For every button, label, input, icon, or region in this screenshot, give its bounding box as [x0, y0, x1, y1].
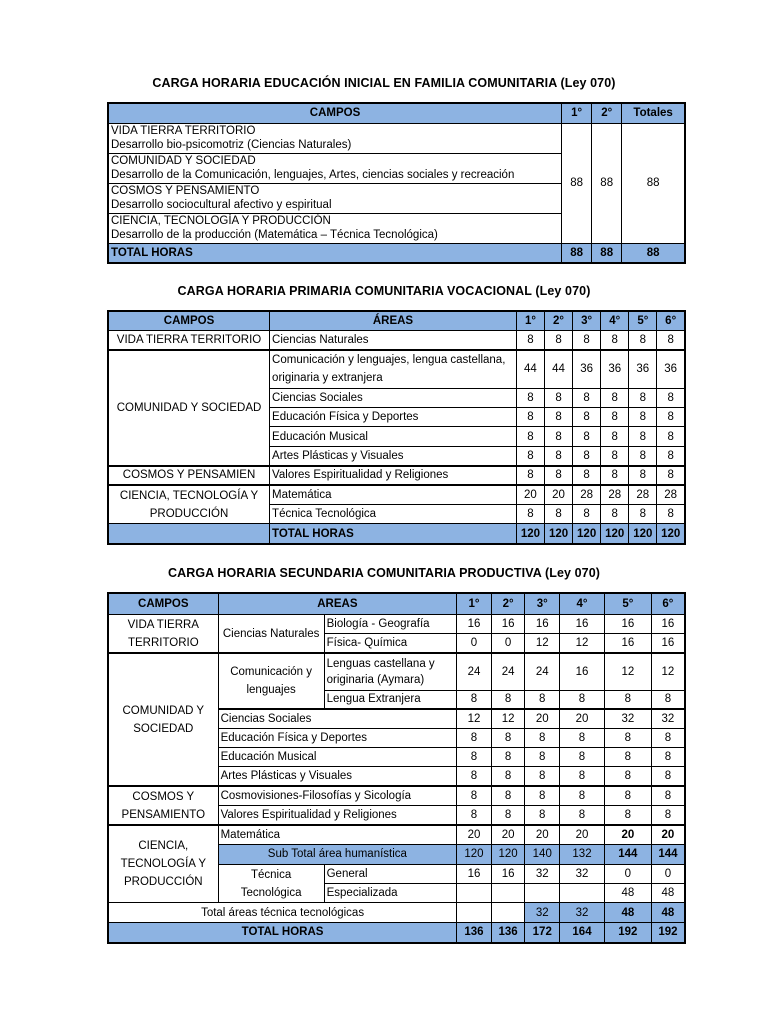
table-header-row — [108, 103, 685, 123]
header-grado: 2° — [491, 593, 525, 614]
value-cell: 20 — [544, 485, 572, 504]
value-cell: 16 — [491, 864, 525, 883]
header-campos: CAMPOS — [108, 311, 270, 330]
merged-value-total: 88 — [622, 123, 685, 243]
header-grado: 6° — [651, 593, 685, 614]
campo-cell — [108, 183, 562, 213]
value-cell: 8 — [544, 408, 572, 427]
value-cell: 8 — [601, 427, 629, 446]
header-campos: CAMPOS — [108, 593, 218, 614]
value-cell: 16 — [560, 614, 605, 633]
area-cell: Matemática — [218, 825, 457, 844]
value-cell: 28 — [629, 485, 657, 504]
value-cell: 8 — [601, 330, 629, 349]
value-cell: 48 — [651, 884, 685, 903]
value-cell: 16 — [457, 614, 492, 633]
value-cell: 48 — [604, 884, 651, 903]
campo-cell: COSMOS Y PENSAMIEN — [108, 466, 270, 485]
value-cell: 8 — [573, 330, 601, 349]
value-cell: 12 — [525, 634, 560, 653]
value-cell: 24 — [525, 653, 560, 690]
value-cell: 8 — [604, 690, 651, 708]
value-cell: 8 — [629, 504, 657, 523]
campo-desc: Desarrollo de la Comunicación, lenguajes, Artes, ciencias sociales y recreación — [111, 169, 515, 181]
value-cell: 8 — [657, 446, 685, 465]
campo-name: COMUNIDAD Y SOCIEDAD — [111, 155, 256, 167]
value-cell: 8 — [657, 330, 685, 349]
value-cell: 32 — [604, 709, 651, 728]
header-areas: ÁREAS — [270, 311, 517, 330]
campo-desc: Desarrollo de la producción (Matemática – Técnica Tecnológica) — [111, 229, 438, 241]
value-cell: 44 — [544, 350, 572, 389]
subtotal-value: 140 — [525, 845, 560, 864]
header-grado: 4° — [601, 311, 629, 330]
value-cell: 8 — [544, 446, 572, 465]
header-grado: 3° — [573, 311, 601, 330]
header-grado: 5° — [629, 311, 657, 330]
value-cell: 8 — [629, 330, 657, 349]
value-cell: 12 — [560, 634, 605, 653]
total-spacer — [108, 524, 270, 544]
value-cell: 8 — [651, 806, 685, 825]
value-cell: 8 — [525, 786, 560, 805]
value-cell: 8 — [651, 767, 685, 786]
value-cell: 12 — [457, 709, 492, 728]
table-row — [108, 903, 685, 922]
table-row — [108, 825, 685, 844]
value-cell: 8 — [560, 806, 605, 825]
value-cell — [560, 884, 605, 903]
campo-cell: CIENCIA, TECNOLOGÍA Y PRODUCCIÓN — [108, 825, 218, 903]
value-cell: 8 — [604, 806, 651, 825]
merged-value-1: 88 — [562, 123, 592, 243]
campo-name: CIENCIA, TECNOLOGÍA Y PRODUCCIÓN — [111, 215, 331, 227]
value-cell: 8 — [457, 786, 492, 805]
value-cell: 20 — [491, 825, 525, 844]
value-cell: 8 — [629, 427, 657, 446]
total-value-1: 88 — [562, 243, 592, 263]
value-cell: 16 — [604, 634, 651, 653]
header-totales: Totales — [622, 103, 685, 123]
value-cell: 8 — [573, 504, 601, 523]
header-grado: 1° — [516, 311, 544, 330]
header-campos: CAMPOS — [108, 103, 562, 123]
value-cell: 8 — [525, 728, 560, 747]
area-cell: Matemática — [270, 485, 517, 504]
value-cell: 44 — [516, 350, 544, 389]
value-cell: 8 — [560, 767, 605, 786]
value-cell: 8 — [601, 466, 629, 485]
area-cell: Especializada — [324, 884, 457, 903]
area-cell: Biología - Geografía — [324, 614, 457, 633]
subtotal-value: 120 — [491, 845, 525, 864]
total-label: TOTAL HORAS — [108, 922, 457, 943]
value-cell: 8 — [560, 747, 605, 766]
campo-cell — [108, 153, 562, 183]
value-cell: 8 — [491, 747, 525, 766]
total-value-2: 88 — [592, 243, 622, 263]
value-cell: 8 — [657, 388, 685, 407]
value-cell: 8 — [491, 806, 525, 825]
value-cell: 12 — [491, 709, 525, 728]
total-value: 172 — [525, 922, 560, 943]
value-cell: 8 — [651, 728, 685, 747]
area-cell: Ciencias Sociales — [270, 388, 517, 407]
total-value: 120 — [601, 524, 629, 544]
value-cell: 20 — [525, 825, 560, 844]
total-value: 120 — [657, 524, 685, 544]
campo-cell: VIDA TIERRA TERRITORIO — [108, 330, 270, 349]
value-cell: 36 — [657, 350, 685, 389]
area-cell: Lengua Extranjera — [324, 690, 457, 708]
value-cell: 8 — [629, 388, 657, 407]
table-row — [108, 330, 685, 349]
value-cell: 16 — [651, 614, 685, 633]
table-row — [108, 485, 685, 504]
table-row — [108, 614, 685, 633]
value-cell: 8 — [604, 786, 651, 805]
value-cell: 8 — [604, 747, 651, 766]
value-cell: 8 — [457, 767, 492, 786]
total-value-total: 88 — [622, 243, 685, 263]
value-cell: 8 — [525, 806, 560, 825]
value-cell: 8 — [457, 690, 492, 708]
merged-value-2: 88 — [592, 123, 622, 243]
value-cell — [491, 884, 525, 903]
total-value: 120 — [516, 524, 544, 544]
total-value: 136 — [491, 922, 525, 943]
value-cell: 16 — [457, 864, 492, 883]
subtotal-value: 144 — [604, 845, 651, 864]
value-cell: 8 — [516, 408, 544, 427]
value-cell: 8 — [544, 330, 572, 349]
value-cell: 8 — [601, 446, 629, 465]
value-cell: 8 — [516, 466, 544, 485]
value-cell: 8 — [651, 786, 685, 805]
value-cell: 8 — [573, 427, 601, 446]
area-cell: Comunicación y lenguajes, lengua castellana, originaria y extranjera — [270, 350, 517, 389]
value-cell: 0 — [457, 634, 492, 653]
group-cell: Ciencias Naturales — [218, 614, 324, 653]
campo-cell: VIDA TIERRA TERRITORIO — [108, 614, 218, 653]
total-value: 120 — [573, 524, 601, 544]
value-cell: 8 — [657, 466, 685, 485]
total-value: 136 — [457, 922, 492, 943]
value-cell: 32 — [651, 709, 685, 728]
value-cell: 8 — [516, 446, 544, 465]
value-cell: 8 — [544, 427, 572, 446]
value-cell — [525, 884, 560, 903]
value-cell: 20 — [604, 825, 651, 844]
campo-name: COSMOS Y PENSAMIENTO — [111, 185, 260, 197]
area-cell: Educación Musical — [218, 747, 457, 766]
value-cell: 8 — [604, 728, 651, 747]
total-label: TOTAL HORAS — [108, 243, 562, 263]
subtotal-value: 120 — [457, 845, 492, 864]
value-cell: 8 — [525, 690, 560, 708]
value-cell: 48 — [604, 903, 651, 922]
value-cell: 16 — [525, 614, 560, 633]
header-grado: 5° — [604, 593, 651, 614]
value-cell: 24 — [457, 653, 492, 690]
area-cell: Ciencias Naturales — [270, 330, 517, 349]
area-cell: Educación Musical — [270, 427, 517, 446]
area-cell: Artes Plásticas y Visuales — [218, 767, 457, 786]
value-cell: 32 — [560, 903, 605, 922]
header-areas: AREAS — [218, 593, 457, 614]
header-grado-2: 2° — [592, 103, 622, 123]
value-cell: 36 — [629, 350, 657, 389]
header-grado: 4° — [560, 593, 605, 614]
value-cell: 8 — [601, 504, 629, 523]
campo-cell: COSMOS Y PENSAMIENTO — [108, 786, 218, 825]
value-cell: 8 — [544, 504, 572, 523]
value-cell: 8 — [516, 427, 544, 446]
value-cell: 20 — [560, 825, 605, 844]
value-cell: 20 — [457, 825, 492, 844]
header-grado-1: 1° — [562, 103, 592, 123]
value-cell: 8 — [601, 408, 629, 427]
value-cell: 20 — [560, 709, 605, 728]
value-cell: 20 — [651, 825, 685, 844]
value-cell: 8 — [601, 388, 629, 407]
value-cell: 8 — [604, 767, 651, 786]
total-value: 192 — [604, 922, 651, 943]
table2-title: CARGA HORARIA PRIMARIA COMUNITARIA VOCACIONAL (Ley 070) — [177, 284, 591, 298]
header-grado: 6° — [657, 311, 685, 330]
value-cell: 32 — [525, 864, 560, 883]
total-value: 192 — [651, 922, 685, 943]
value-cell — [457, 884, 492, 903]
table1-title: CARGA HORARIA EDUCACIÓN INICIAL EN FAMILIA COMUNITARIA (Ley 070) — [152, 76, 616, 90]
value-cell: 8 — [525, 767, 560, 786]
area-cell: Cosmovisiones-Filosofías y Sicología — [218, 786, 457, 805]
value-cell: 28 — [657, 485, 685, 504]
value-cell: 8 — [525, 747, 560, 766]
area-cell: Educación Física y Deportes — [218, 728, 457, 747]
value-cell: 48 — [651, 903, 685, 922]
campo-desc: Desarrollo sociocultural afectivo y espiritual — [111, 199, 332, 211]
group-cell: Técnica Tecnológica — [218, 864, 324, 903]
table-header-row — [108, 311, 685, 330]
value-cell: 8 — [573, 446, 601, 465]
area-cell: Valores Espiritualidad y Religiones — [218, 806, 457, 825]
value-cell: 8 — [516, 330, 544, 349]
total-row — [108, 922, 685, 943]
campo-cell — [108, 123, 562, 153]
value-cell: 0 — [651, 864, 685, 883]
area-cell: Educación Física y Deportes — [270, 408, 517, 427]
value-cell: 12 — [651, 653, 685, 690]
campo-cell: COMUNIDAD Y SOCIEDAD — [108, 653, 218, 786]
table-row — [108, 350, 685, 389]
area-cell: Artes Plásticas y Visuales — [270, 446, 517, 465]
value-cell: 28 — [573, 485, 601, 504]
area-cell: Ciencias Sociales — [218, 709, 457, 728]
value-cell — [491, 903, 525, 922]
subtotal-value: 144 — [651, 845, 685, 864]
value-cell: 36 — [601, 350, 629, 389]
value-cell: 36 — [573, 350, 601, 389]
total-label: TOTAL HORAS — [270, 524, 517, 544]
value-cell: 8 — [573, 408, 601, 427]
area-cell: General — [324, 864, 457, 883]
area-cell: Lenguas castellana y originaria (Aymara) — [324, 653, 457, 690]
value-cell: 8 — [657, 504, 685, 523]
value-cell: 8 — [657, 408, 685, 427]
area-cell: Técnica Tecnológica — [270, 504, 517, 523]
table-row — [108, 653, 685, 690]
value-cell: 20 — [516, 485, 544, 504]
header-grado: 2° — [544, 311, 572, 330]
value-cell: 8 — [516, 504, 544, 523]
subtotal-label: Sub Total área humanística — [218, 845, 457, 864]
total-row — [108, 524, 685, 544]
value-cell: 0 — [491, 634, 525, 653]
value-cell: 8 — [457, 728, 492, 747]
value-cell: 8 — [491, 767, 525, 786]
value-cell: 8 — [457, 747, 492, 766]
value-cell: 16 — [491, 614, 525, 633]
value-cell: 16 — [651, 634, 685, 653]
value-cell: 8 — [657, 427, 685, 446]
value-cell: 20 — [525, 709, 560, 728]
value-cell: 24 — [491, 653, 525, 690]
total-row — [108, 243, 685, 263]
value-cell: 8 — [516, 388, 544, 407]
tecnica-total-label: Total áreas técnica tecnológicas — [108, 903, 457, 922]
value-cell: 8 — [629, 446, 657, 465]
header-grado: 3° — [525, 593, 560, 614]
group-cell: Comunicación y lenguajes — [218, 653, 324, 708]
value-cell: 8 — [491, 786, 525, 805]
value-cell — [457, 903, 492, 922]
value-cell: 8 — [491, 690, 525, 708]
header-grado: 1° — [457, 593, 492, 614]
value-cell: 8 — [457, 806, 492, 825]
value-cell: 8 — [560, 786, 605, 805]
table-header-row — [108, 593, 685, 614]
value-cell: 28 — [601, 485, 629, 504]
table-row — [108, 123, 685, 153]
table-primaria — [107, 310, 686, 545]
value-cell: 8 — [491, 728, 525, 747]
campo-cell: CIENCIA, TECNOLOGÍA Y PRODUCCIÓN — [108, 485, 270, 524]
value-cell: 32 — [560, 864, 605, 883]
campo-name: VIDA TIERRA TERRITORIO — [111, 125, 256, 137]
table-secundaria — [107, 592, 686, 944]
value-cell: 16 — [604, 614, 651, 633]
campo-cell — [108, 213, 562, 243]
value-cell: 8 — [629, 466, 657, 485]
value-cell: 8 — [544, 388, 572, 407]
area-cell: Física- Química — [324, 634, 457, 653]
value-cell: 16 — [560, 653, 605, 690]
value-cell: 8 — [560, 690, 605, 708]
table-row — [108, 466, 685, 485]
value-cell: 8 — [573, 466, 601, 485]
total-value: 120 — [629, 524, 657, 544]
campo-desc: Desarrollo bio-psicomotriz (Ciencias Naturales) — [111, 139, 352, 151]
value-cell: 8 — [651, 747, 685, 766]
table-row — [108, 786, 685, 805]
value-cell: 8 — [651, 690, 685, 708]
campo-cell: COMUNIDAD Y SOCIEDAD — [108, 350, 270, 466]
total-value: 120 — [544, 524, 572, 544]
value-cell: 8 — [544, 466, 572, 485]
value-cell: 8 — [573, 388, 601, 407]
value-cell: 8 — [560, 728, 605, 747]
value-cell: 32 — [525, 903, 560, 922]
area-cell: Valores Espiritualidad y Religiones — [270, 466, 517, 485]
table-inicial — [107, 102, 686, 264]
total-value: 164 — [560, 922, 605, 943]
value-cell: 0 — [604, 864, 651, 883]
subtotal-value: 132 — [560, 845, 605, 864]
table3-title: CARGA HORARIA SECUNDARIA COMUNITARIA PRODUCTIVA (Ley 070) — [167, 566, 601, 580]
value-cell: 12 — [604, 653, 651, 690]
value-cell: 8 — [629, 408, 657, 427]
